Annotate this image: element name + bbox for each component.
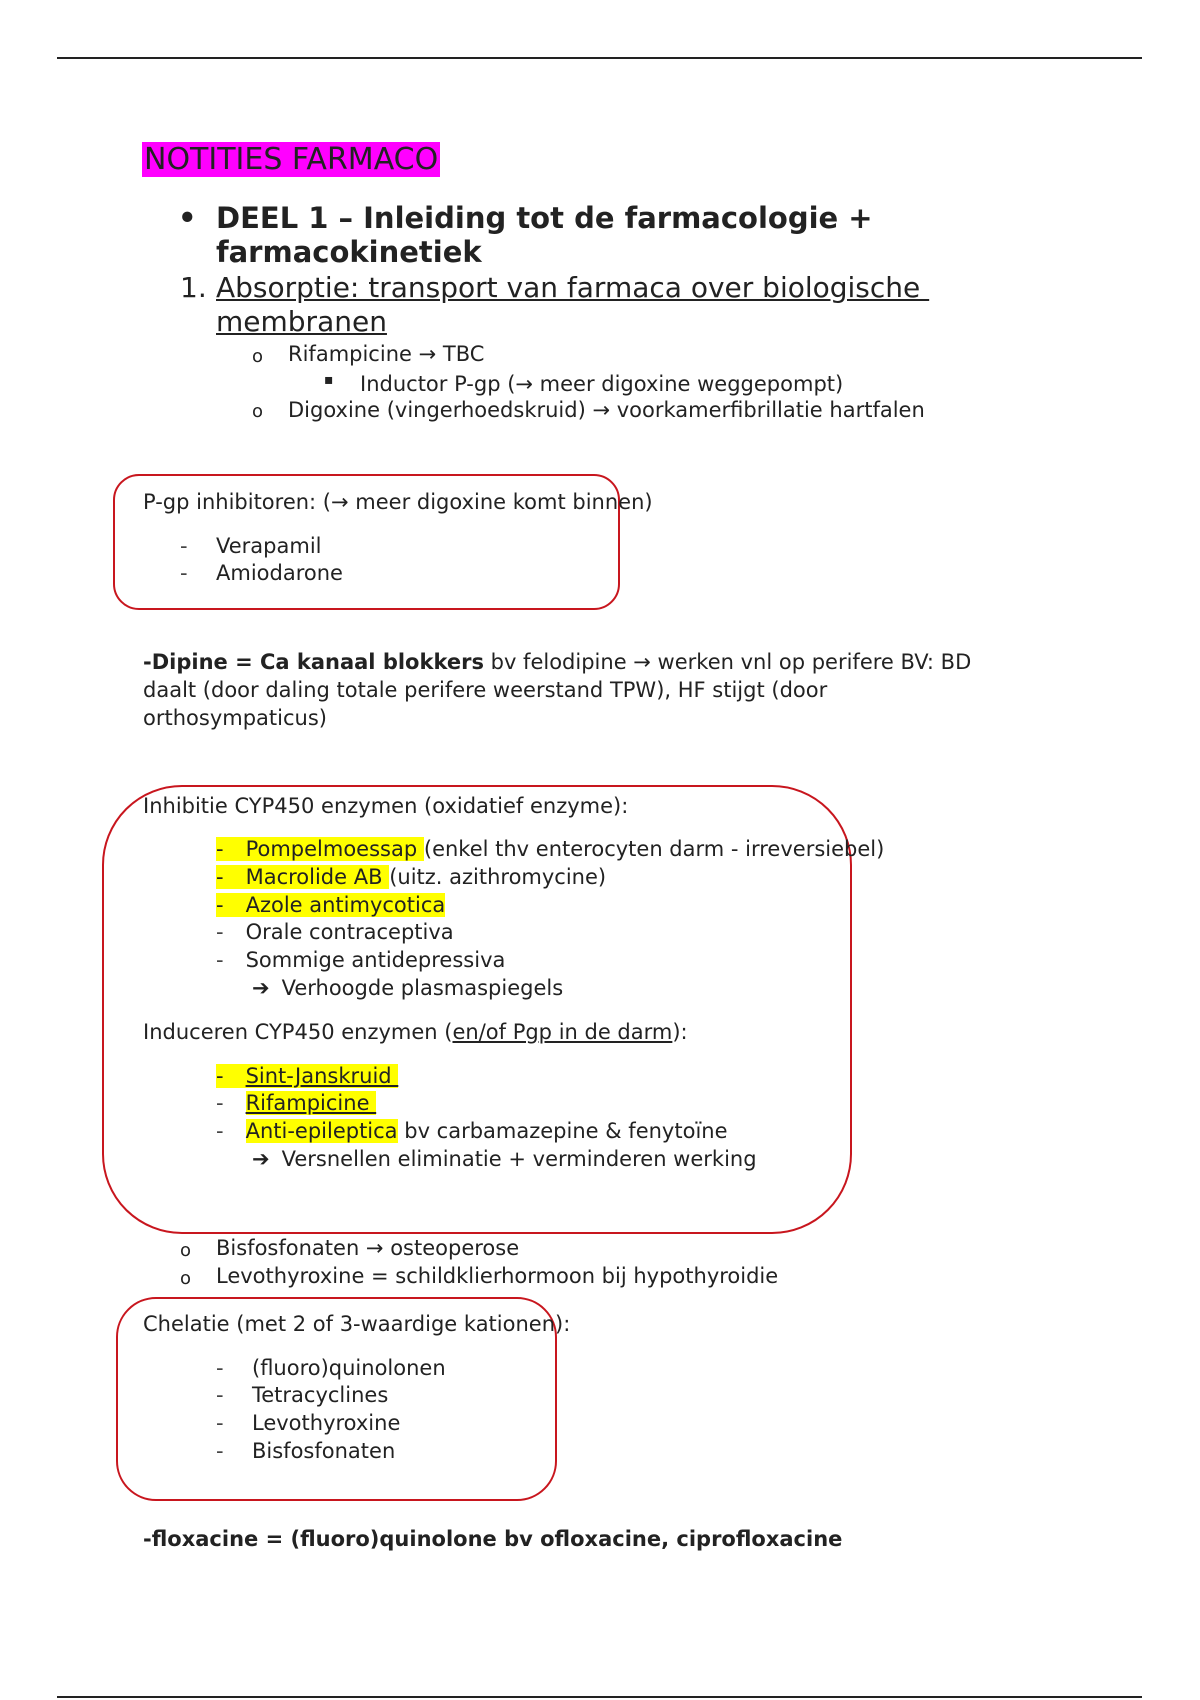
square-bullet: ▪: [324, 372, 334, 388]
result-text: Versnellen eliminatie + verminderen werking: [281, 1147, 757, 1171]
cyp-inhib-item: [216, 837, 884, 861]
cyp-induce-item: [216, 1119, 728, 1143]
dash-bullet: -: [216, 865, 246, 889]
dash-bullet: -: [216, 1091, 224, 1115]
list-item: Inductor P-gp (→ meer digoxine weggepompt): [360, 372, 844, 396]
highlight-text: Rifampicine: [245, 1091, 377, 1115]
item-rest: Sommige antidepressiva: [245, 948, 506, 972]
circle-bullet: o: [180, 1268, 192, 1289]
list-item: Levothyroxine = schildklierhormoon bij hypothyroidie: [216, 1264, 779, 1288]
dash-bullet: -: [216, 1064, 246, 1088]
sub-heading-line2: membranen: [216, 305, 387, 338]
dash-bullet: -: [180, 561, 188, 585]
cyp-inhib-item: [216, 948, 505, 972]
dipine-rest: bv felodipine → werken vnl op perifere BV: BD: [483, 650, 972, 674]
item-rest: (uitz. azithromycine): [389, 865, 607, 889]
dipine-bold: -Dipine = Ca kanaal blokkers: [143, 650, 484, 674]
list-item: Digoxine (vingerhoedskruid) → voorkamerfibrillatie hartfalen: [288, 398, 925, 422]
sub-number: 1.: [180, 271, 207, 304]
floxacine-note: -floxacine = (fluoro)quinolone bv ofloxacine, ciprofloxacine: [143, 1527, 843, 1551]
chelatie-item: (fluoro)quinolonen: [252, 1356, 446, 1380]
circle-bullet: o: [252, 401, 264, 422]
result-text: Verhoogde plasmaspiegels: [281, 976, 564, 1000]
heading-a: Induceren CYP450 enzymen (: [143, 1020, 453, 1044]
list-item: Rifampicine → TBC: [288, 342, 485, 366]
cyp-inhib-item: [216, 893, 445, 917]
heading-b: ):: [672, 1020, 688, 1044]
dash-bullet: -: [216, 920, 224, 944]
chelatie-heading: Chelatie (met 2 of 3-waardige kationen):: [143, 1312, 571, 1336]
arrow-icon: ➔: [252, 1147, 270, 1171]
dash-bullet: -: [216, 1383, 224, 1407]
cyp-induce-item: [216, 1091, 376, 1115]
heading-underlined: en/of Pgp in de darm: [452, 1020, 673, 1044]
dipine-line3: orthosympaticus): [143, 706, 327, 730]
highlight-text: Sint-Janskruid: [245, 1064, 399, 1088]
chelatie-item: Tetracyclines: [252, 1383, 389, 1407]
bottom-rule: [57, 1696, 1142, 1698]
circle-bullet: o: [252, 346, 264, 367]
pgp-item: Amiodarone: [216, 561, 343, 585]
page-title: NOTITIES FARMACO: [144, 142, 439, 177]
dash-bullet: -: [216, 948, 224, 972]
chelatie-item: Levothyroxine: [252, 1411, 401, 1435]
section-heading-line2: farmacokinetiek: [216, 235, 482, 269]
highlight-text: Azole antimycotica: [245, 893, 446, 917]
bullet-dot: •: [178, 201, 197, 235]
dash-bullet: -: [216, 1119, 224, 1143]
cyp-induce-heading: [143, 1020, 688, 1044]
dipine-line2: daalt (door daling totale perifere weerstand TPW), HF stijgt (door: [143, 678, 828, 702]
circle-bullet: o: [180, 1240, 192, 1261]
dash-bullet: -: [216, 1411, 224, 1435]
section-heading-line1: DEEL 1 – Inleiding tot de farmacologie +: [216, 201, 873, 235]
highlight-text: Pompelmoessap: [245, 837, 424, 861]
item-rest: Orale contraceptiva: [245, 920, 454, 944]
dash-bullet: -: [216, 837, 246, 861]
dash-bullet: -: [216, 1439, 224, 1463]
sub-heading-line1: Absorptie: transport van farmaca over biologische: [216, 271, 930, 304]
pgp-heading: P-gp inhibitoren: (→ meer digoxine komt binnen): [143, 490, 653, 514]
top-rule: [57, 57, 1142, 59]
item-rest: (enkel thv enterocyten darm - irreversiebel): [423, 837, 885, 861]
pgp-item: Verapamil: [216, 534, 322, 558]
highlight-text: Macrolide AB: [245, 865, 390, 889]
list-item: Bisfosfonaten → osteoperose: [216, 1236, 520, 1260]
cyp-inhib-item: [216, 865, 606, 889]
dash-bullet: -: [216, 1356, 224, 1380]
cyp-inhib-heading: Inhibitie CYP450 enzymen (oxidatief enzyme):: [143, 794, 629, 818]
chelatie-item: Bisfosfonaten: [252, 1439, 396, 1463]
cyp-induce-item: [216, 1064, 398, 1088]
dipine-line1: [143, 650, 971, 674]
dash-bullet: -: [180, 534, 188, 558]
cyp-inhib-item: [216, 920, 454, 944]
arrow-icon: ➔: [252, 976, 270, 1000]
item-rest: bv carbamazepine & fenytoïne: [397, 1119, 728, 1143]
arrow-result: [252, 976, 563, 1000]
highlight-text: Anti-epileptica: [245, 1119, 398, 1143]
dash-bullet: -: [216, 893, 246, 917]
arrow-result: [252, 1147, 757, 1171]
